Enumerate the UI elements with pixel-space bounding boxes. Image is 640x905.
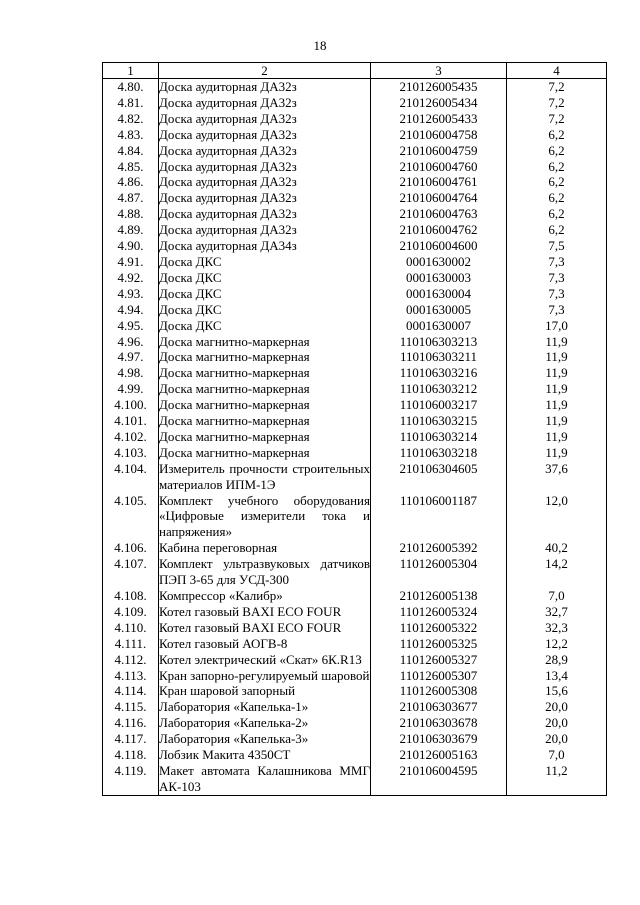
row-number: 4.98. [103, 365, 159, 381]
item-value: 7,3 [507, 286, 607, 302]
row-number: 4.110. [103, 620, 159, 636]
table-row [103, 747, 607, 763]
item-value: 6,2 [507, 127, 607, 143]
table-row [103, 270, 607, 286]
item-name: Доска магнитно-маркерная [159, 429, 371, 445]
row-number: 4.90. [103, 238, 159, 254]
row-number: 4.85. [103, 159, 159, 175]
row-number: 4.106. [103, 540, 159, 556]
row-number: 4.96. [103, 334, 159, 350]
item-value: 7,5 [507, 238, 607, 254]
item-name: Доска магнитно-маркерная [159, 349, 371, 365]
inventory-code: 110106303211 [371, 349, 507, 365]
row-number: 4.105. [103, 493, 159, 541]
table-row [103, 636, 607, 652]
inventory-code: 110126005325 [371, 636, 507, 652]
inventory-code: 110126005327 [371, 652, 507, 668]
table-row [103, 620, 607, 636]
item-value: 6,2 [507, 222, 607, 238]
table-row [103, 254, 607, 270]
item-name: Доска магнитно-маркерная [159, 334, 371, 350]
item-value: 11,9 [507, 334, 607, 350]
item-name: Кран запорно-регулируемый шаровой [159, 667, 370, 683]
row-number: 4.81. [103, 95, 159, 111]
row-number: 4.108. [103, 588, 159, 604]
item-value: 7,3 [507, 270, 607, 286]
table-row [103, 190, 607, 206]
table-row [103, 302, 607, 318]
inventory-code: 210126005163 [371, 747, 507, 763]
item-name: Доска аудиторная ДА34з [159, 238, 371, 254]
row-number: 4.118. [103, 747, 159, 763]
table-row [103, 334, 607, 350]
table-row [103, 349, 607, 365]
table-row [103, 143, 607, 159]
table-row [103, 159, 607, 175]
item-value: 12,0 [507, 493, 607, 541]
row-number: 4.99. [103, 381, 159, 397]
inventory-code: 210106304605 [371, 461, 507, 493]
inventory-code: 110106303214 [371, 429, 507, 445]
row-number: 4.109. [103, 604, 159, 620]
table-row [103, 540, 607, 556]
item-name: Котел газовый АОГВ-8 [159, 636, 371, 652]
inventory-code: 210106004764 [371, 190, 507, 206]
row-number: 4.89. [103, 222, 159, 238]
column-header-code: 3 [371, 63, 507, 79]
table-row [103, 206, 607, 222]
item-name: Доска ДКС [159, 286, 371, 302]
column-header-value: 4 [507, 63, 607, 79]
item-value: 11,9 [507, 397, 607, 413]
table-row [103, 111, 607, 127]
item-name: Котел газовый BAXI ECO FOUR [159, 620, 371, 636]
header-row [103, 63, 607, 79]
item-name: Доска ДКС [159, 302, 371, 318]
inventory-code: 110106003217 [371, 397, 507, 413]
row-number: 4.115. [103, 699, 159, 715]
item-value: 6,2 [507, 174, 607, 190]
row-number: 4.117. [103, 731, 159, 747]
item-value: 11,9 [507, 365, 607, 381]
inventory-code: 110126005308 [371, 683, 507, 699]
item-value: 20,0 [507, 699, 607, 715]
inventory-code: 0001630002 [371, 254, 507, 270]
inventory-code: 110106303212 [371, 381, 507, 397]
table-row [103, 286, 607, 302]
item-name: Доска магнитно-маркерная [159, 445, 371, 461]
inventory-code: 110106303218 [371, 445, 507, 461]
item-value: 11,9 [507, 445, 607, 461]
inventory-code: 210126005434 [371, 95, 507, 111]
row-number: 4.84. [103, 143, 159, 159]
inventory-code: 0001630005 [371, 302, 507, 318]
item-value: 11,2 [507, 763, 607, 795]
item-name: Доска магнитно-маркерная [159, 413, 371, 429]
item-value: 7,0 [507, 747, 607, 763]
item-value: 17,0 [507, 318, 607, 334]
item-name: Комплект учебного оборудования «Цифровые измерители тока и напряжения» [159, 492, 370, 540]
inventory-code: 210106004762 [371, 222, 507, 238]
row-number: 4.114. [103, 683, 159, 699]
item-value: 12,2 [507, 636, 607, 652]
table-row [103, 683, 607, 699]
item-name: Лаборатория «Капелька-3» [159, 731, 371, 747]
inventory-code: 110126005322 [371, 620, 507, 636]
inventory-code: 210106004758 [371, 127, 507, 143]
inventory-code: 0001630007 [371, 318, 507, 334]
item-name: Лаборатория «Капелька-2» [159, 715, 371, 731]
row-number: 4.95. [103, 318, 159, 334]
table-row [103, 604, 607, 620]
item-name: Доска аудиторная ДА32з [159, 143, 371, 159]
inventory-code: 110126005304 [371, 556, 507, 588]
inventory-code: 210106004759 [371, 143, 507, 159]
item-name: Доска аудиторная ДА32з [159, 206, 371, 222]
table-row [103, 79, 607, 95]
inventory-code: 210106303679 [371, 731, 507, 747]
item-name: Доска ДКС [159, 318, 371, 334]
item-name: Доска аудиторная ДА32з [159, 127, 371, 143]
item-value: 32,7 [507, 604, 607, 620]
table-header [103, 63, 607, 79]
inventory-code: 210106303678 [371, 715, 507, 731]
table-row [103, 588, 607, 604]
row-number: 4.93. [103, 286, 159, 302]
item-name: Котел электрический «Скат» 6К.R13 [159, 652, 371, 668]
row-number: 4.88. [103, 206, 159, 222]
table-row [103, 461, 607, 493]
inventory-code: 210106004760 [371, 159, 507, 175]
item-name: Макет автомата Калашникова ММГ АК-103 [159, 762, 370, 794]
row-number: 4.80. [103, 79, 159, 95]
item-name: Лаборатория «Капелька-1» [159, 699, 371, 715]
row-number: 4.101. [103, 413, 159, 429]
item-name: Доска аудиторная ДА32з [159, 222, 371, 238]
inventory-code: 110126005307 [371, 668, 507, 684]
inventory-code: 210126005392 [371, 540, 507, 556]
row-number: 4.119. [103, 763, 159, 795]
row-number: 4.107. [103, 556, 159, 588]
item-value: 7,3 [507, 302, 607, 318]
table-row [103, 397, 607, 413]
item-value: 11,9 [507, 381, 607, 397]
item-value: 28,9 [507, 652, 607, 668]
item-value: 32,3 [507, 620, 607, 636]
item-value: 20,0 [507, 715, 607, 731]
table-row [103, 222, 607, 238]
item-value: 7,2 [507, 79, 607, 95]
item-name: Измеритель прочности строительных материалов ИПМ-1Э [159, 460, 370, 492]
item-name: Доска магнитно-маркерная [159, 381, 371, 397]
table-row [103, 174, 607, 190]
table-row [103, 238, 607, 254]
item-value: 7,2 [507, 111, 607, 127]
table-row [103, 556, 607, 588]
item-value: 7,2 [507, 95, 607, 111]
item-name: Доска аудиторная ДА32з [159, 159, 371, 175]
row-number: 4.97. [103, 349, 159, 365]
row-number: 4.102. [103, 429, 159, 445]
row-number: 4.112. [103, 652, 159, 668]
item-name: Доска аудиторная ДА32з [159, 190, 371, 206]
item-value: 15,6 [507, 683, 607, 699]
inventory-code: 0001630004 [371, 286, 507, 302]
row-number: 4.113. [103, 668, 159, 684]
inventory-code: 110106303213 [371, 334, 507, 350]
row-number: 4.103. [103, 445, 159, 461]
item-value: 20,0 [507, 731, 607, 747]
table-row [103, 381, 607, 397]
inventory-code: 210106004761 [371, 174, 507, 190]
inventory-code: 210106004600 [371, 238, 507, 254]
inventory-code: 210126005138 [371, 588, 507, 604]
table-row [103, 652, 607, 668]
item-name: Кран шаровой запорный [159, 683, 371, 699]
table-row [103, 127, 607, 143]
table-row [103, 95, 607, 111]
item-name: Доска аудиторная ДА32з [159, 79, 371, 95]
item-name: Доска ДКС [159, 270, 371, 286]
table-row [103, 699, 607, 715]
item-value: 6,2 [507, 159, 607, 175]
table-row [103, 429, 607, 445]
table-row [103, 731, 607, 747]
table-row [103, 493, 607, 541]
inventory-code: 0001630003 [371, 270, 507, 286]
row-number: 4.111. [103, 636, 159, 652]
row-number: 4.91. [103, 254, 159, 270]
row-number: 4.82. [103, 111, 159, 127]
item-name: Комплект ультразвуковых датчиков ПЭП 3-65 для УСД-300 [159, 556, 370, 588]
column-header-number: 1 [103, 63, 159, 79]
table-row [103, 413, 607, 429]
item-name: Доска аудиторная ДА32з [159, 174, 371, 190]
page-number: 18 [313, 38, 327, 53]
inventory-code: 110106001187 [371, 493, 507, 541]
inventory-table [102, 62, 607, 796]
item-value: 40,2 [507, 540, 607, 556]
item-name: Котел газовый BAXI ECO FOUR [159, 604, 371, 620]
inventory-code: 110106303216 [371, 365, 507, 381]
row-number: 4.87. [103, 190, 159, 206]
table-body [103, 79, 607, 796]
item-value: 13,4 [507, 668, 607, 684]
table-row [103, 365, 607, 381]
item-name: Доска магнитно-маркерная [159, 397, 371, 413]
inventory-code: 210106004595 [371, 763, 507, 795]
item-value: 6,2 [507, 206, 607, 222]
item-name: Доска ДКС [159, 254, 371, 270]
table-row [103, 318, 607, 334]
row-number: 4.83. [103, 127, 159, 143]
item-value: 11,9 [507, 349, 607, 365]
row-number: 4.92. [103, 270, 159, 286]
item-value: 11,9 [507, 413, 607, 429]
item-value: 7,0 [507, 588, 607, 604]
item-name: Доска аудиторная ДА32з [159, 95, 371, 111]
row-number: 4.86. [103, 174, 159, 190]
table-row [103, 445, 607, 461]
item-name: Доска аудиторная ДА32з [159, 111, 371, 127]
item-value: 37,6 [507, 461, 607, 493]
row-number: 4.94. [103, 302, 159, 318]
item-name: Кабина переговорная [159, 540, 371, 556]
inventory-code: 110126005324 [371, 604, 507, 620]
table-row [103, 715, 607, 731]
column-header-name: 2 [159, 63, 371, 79]
item-value: 7,3 [507, 254, 607, 270]
inventory-code: 210106303677 [371, 699, 507, 715]
inventory-code: 210126005435 [371, 79, 507, 95]
item-value: 11,9 [507, 429, 607, 445]
item-value: 6,2 [507, 190, 607, 206]
row-number: 4.100. [103, 397, 159, 413]
item-value: 6,2 [507, 143, 607, 159]
inventory-code: 210126005433 [371, 111, 507, 127]
item-name: Лобзик Макита 4350СТ [159, 747, 371, 763]
item-name: Доска магнитно-маркерная [159, 365, 371, 381]
table-row [103, 763, 607, 795]
row-number: 4.104. [103, 461, 159, 493]
row-number: 4.116. [103, 715, 159, 731]
inventory-code: 210106004763 [371, 206, 507, 222]
item-name: Компрессор «Калибр» [159, 588, 371, 604]
inventory-code: 110106303215 [371, 413, 507, 429]
item-value: 14,2 [507, 556, 607, 588]
table-row [103, 668, 607, 684]
